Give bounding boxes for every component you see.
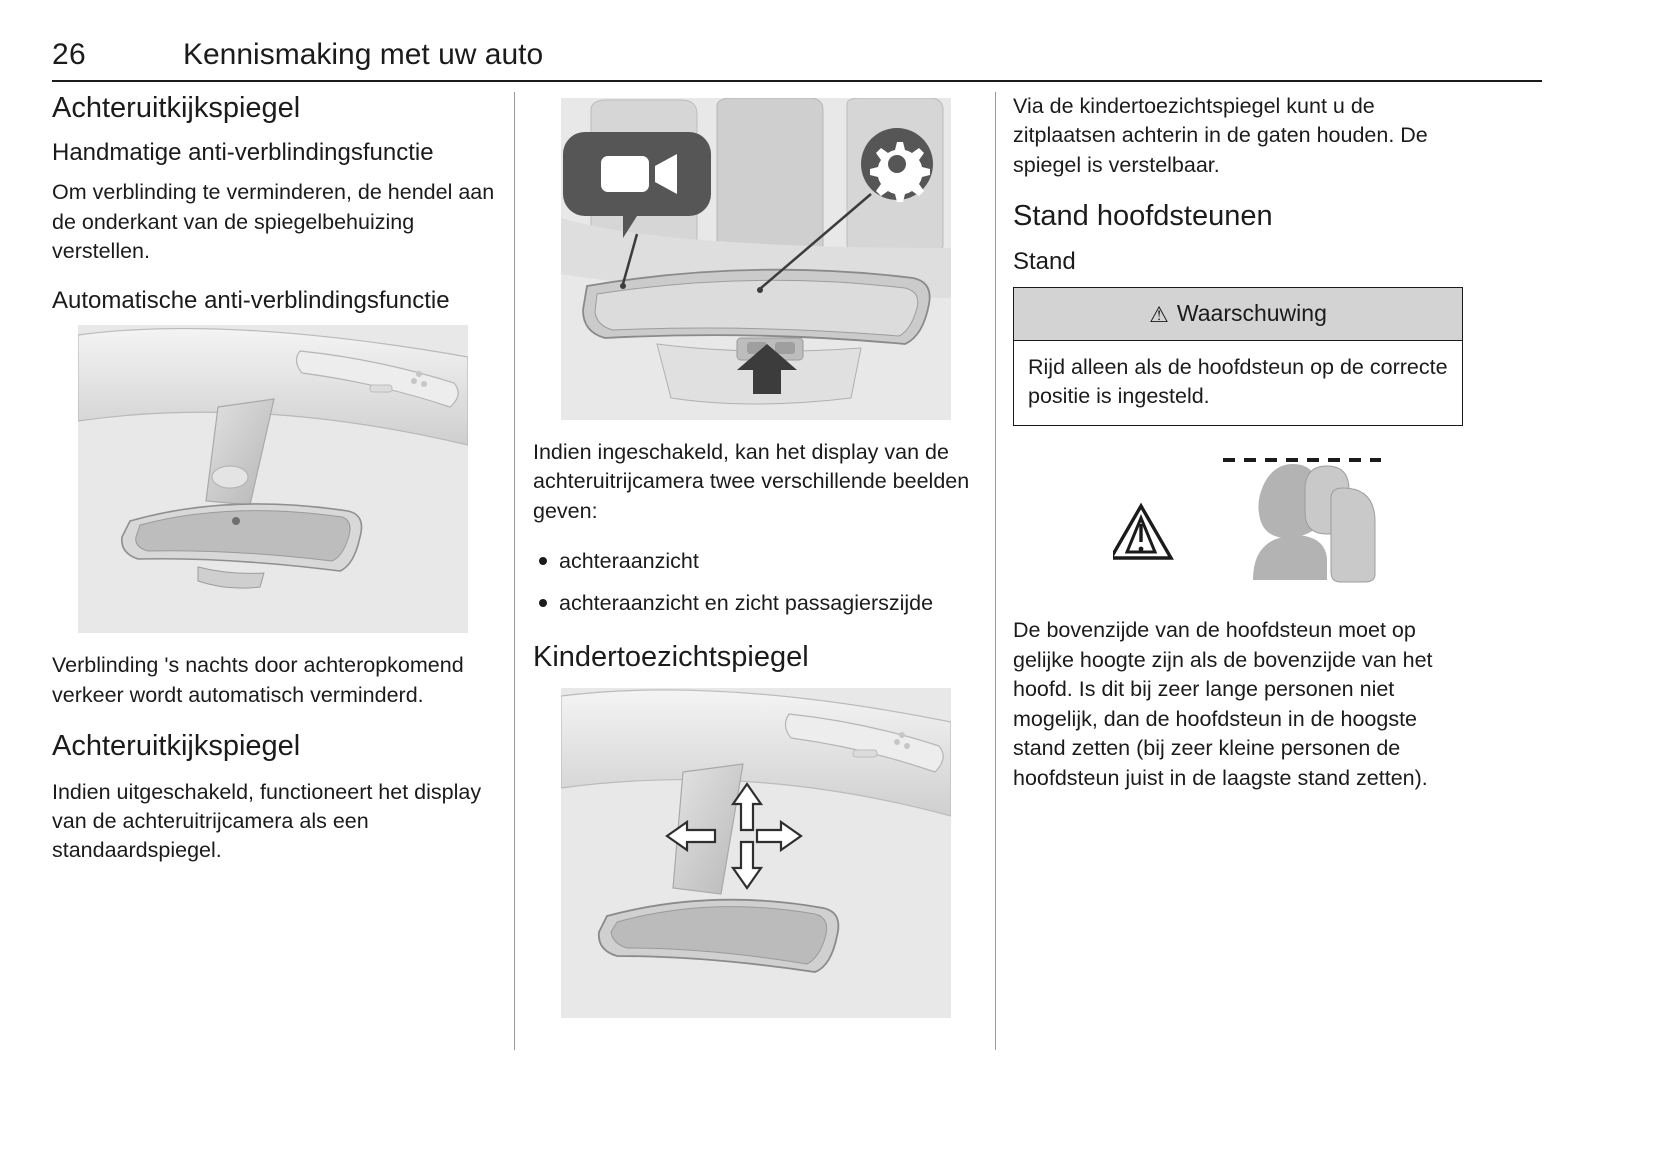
chapter-title: Kennismaking met uw auto xyxy=(182,38,544,71)
content-column-1 xyxy=(52,92,512,886)
warning-box-body: Rijd alleen als de hoofdsteun op de correcte positie is ingesteld. xyxy=(1028,354,1448,408)
paragraph-manual-antiglare: Om verblinding te verminderen, de hendel aan de onderkant van de spiegelbehuizing verstellen. xyxy=(52,180,495,264)
column-divider-1 xyxy=(514,92,515,1050)
content-column-2 xyxy=(533,92,988,1036)
warning-title-text: Waarschuwing xyxy=(1176,299,1327,326)
section-heading-headrest-position: Stand hoofdsteunen xyxy=(1013,200,1273,233)
column-divider-2 xyxy=(995,92,996,1050)
section-heading-rearview-mirror-2: Achteruitkijkspiegel xyxy=(52,730,301,763)
camera-view-list xyxy=(533,546,988,618)
warning-box-title xyxy=(1014,288,1462,341)
section-heading-rearview-mirror: Achteruitkijkspiegel xyxy=(52,92,301,124)
subheading-automatic-antiglare: Automatische anti-verblindingsfunctie xyxy=(52,286,450,314)
list-item: achteraanzicht en zicht passagierszijde xyxy=(533,588,988,618)
paragraph-camera-views: Indien ingeschakeld, kan het display van de achteruitrijcamera twee verschillende beelden geven: xyxy=(533,440,970,523)
warning-triangle-icon: ⚠ xyxy=(1149,301,1169,327)
warning-box xyxy=(1013,287,1463,427)
figure-auto-antiglare-mirror xyxy=(78,325,468,633)
subheading-position: Stand xyxy=(1013,247,1076,275)
figure-camera-mirror-controls xyxy=(561,98,951,420)
section-heading-child-mirror: Kindertoezichtspiegel xyxy=(533,640,809,673)
content-column-3 xyxy=(1013,92,1463,813)
subheading-manual-antiglare: Handmatige anti-verblindingsfunctie xyxy=(52,139,434,167)
page-header xyxy=(52,38,1542,82)
figure-child-observation-mirror xyxy=(561,688,951,1018)
paragraph-camera-display: Indien uitgeschakeld, functioneert het display van de achteruitrijcamera als een standaardspiegel. xyxy=(52,779,482,863)
list-item: achteraanzicht xyxy=(533,546,988,576)
paragraph-auto-antiglare: Verblinding 's nachts door achteropkomend verkeer wordt automatisch verminderd. xyxy=(52,653,464,707)
page-number: 26 xyxy=(52,38,86,71)
figure-headrest-height xyxy=(1113,446,1413,596)
paragraph-child-mirror: Via de kindertoezichtspiegel kunt u de zitplaatsen achterin in de gaten houden. De spiegel is verstelbaar. xyxy=(1013,94,1428,177)
paragraph-headrest-position: De bovenzijde van de hoofdsteun moet op gelijke hoogte zijn als de bovenzijde van het hoofd. Is dit bij zeer lange personen niet mogelijk, dan de hoofdsteun in de hoogste stand zetten (bij zeer kleine personen de hoofdsteun juist in de laagste stand zetten). xyxy=(1013,618,1433,790)
